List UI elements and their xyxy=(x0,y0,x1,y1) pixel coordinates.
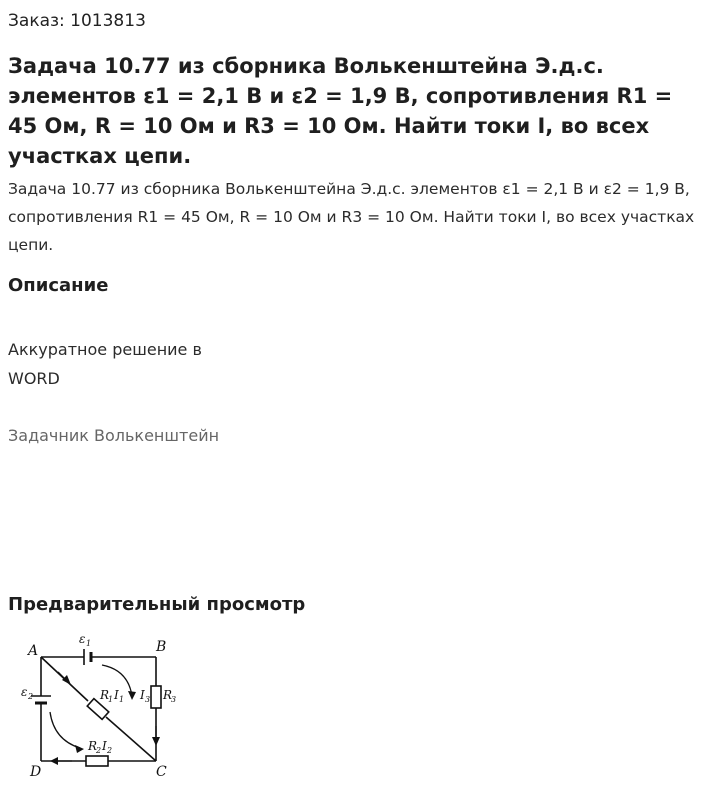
emf2-label: ε xyxy=(21,685,28,699)
r3-subscript: 3 xyxy=(171,695,177,704)
node-d-label: D xyxy=(30,764,42,780)
category-label: Задачник Волькенштейн xyxy=(8,426,220,445)
resistor-r2 xyxy=(86,756,108,766)
circuit-diagram xyxy=(10,628,200,783)
r2-subscript: 2 xyxy=(96,746,102,755)
preview-heading: Предварительный просмотр xyxy=(8,594,306,615)
task-description: Задача 10.77 из сборника Волькенштейна Э.д.с. элементов ε1 = 2,1 В и ε2 = 1,9 В, сопротивления R1 = 45 Ом, R = 10 Ом и R3 = 10 Ом. Найти токи I, во всех участках цепи. xyxy=(8,180,695,254)
r1-label: R xyxy=(100,688,110,702)
description-line-2: WORD xyxy=(8,369,60,388)
battery-emf2 xyxy=(31,696,51,703)
order-number: Заказ: 1013813 xyxy=(8,11,146,31)
r2-label: R xyxy=(88,739,98,753)
r1-subscript: 1 xyxy=(108,695,114,704)
emf1-label: ε xyxy=(79,632,86,646)
i1-subscript: 1 xyxy=(119,695,125,704)
i3-label: I xyxy=(140,688,145,702)
node-b-label: B xyxy=(156,639,167,655)
i3-subscript: 3 xyxy=(145,695,151,704)
node-a-label: A xyxy=(28,643,39,659)
emf2-subscript: 2 xyxy=(28,692,34,701)
description-line-1: Аккуратное решение в xyxy=(8,340,202,359)
node-c-label: C xyxy=(156,764,167,780)
i1-label: I xyxy=(114,688,119,702)
resistor-r3 xyxy=(151,686,161,708)
i2-subscript: 2 xyxy=(107,746,113,755)
battery-emf1 xyxy=(84,649,91,665)
i2-label: I xyxy=(102,739,107,753)
r3-label: R xyxy=(163,688,173,702)
emf1-subscript: 1 xyxy=(86,639,92,648)
page-title: Задача 10.77 из сборника Волькенштейна Э.д.с. элементов ε1 = 2,1 В и ε2 = 1,9 В, сопротивления R1 = 45 Ом, R = 10 Ом и R3 = 10 Ом. Найти токи I, во всех участках цепи. xyxy=(8,54,673,168)
description-heading: Описание xyxy=(8,275,109,296)
